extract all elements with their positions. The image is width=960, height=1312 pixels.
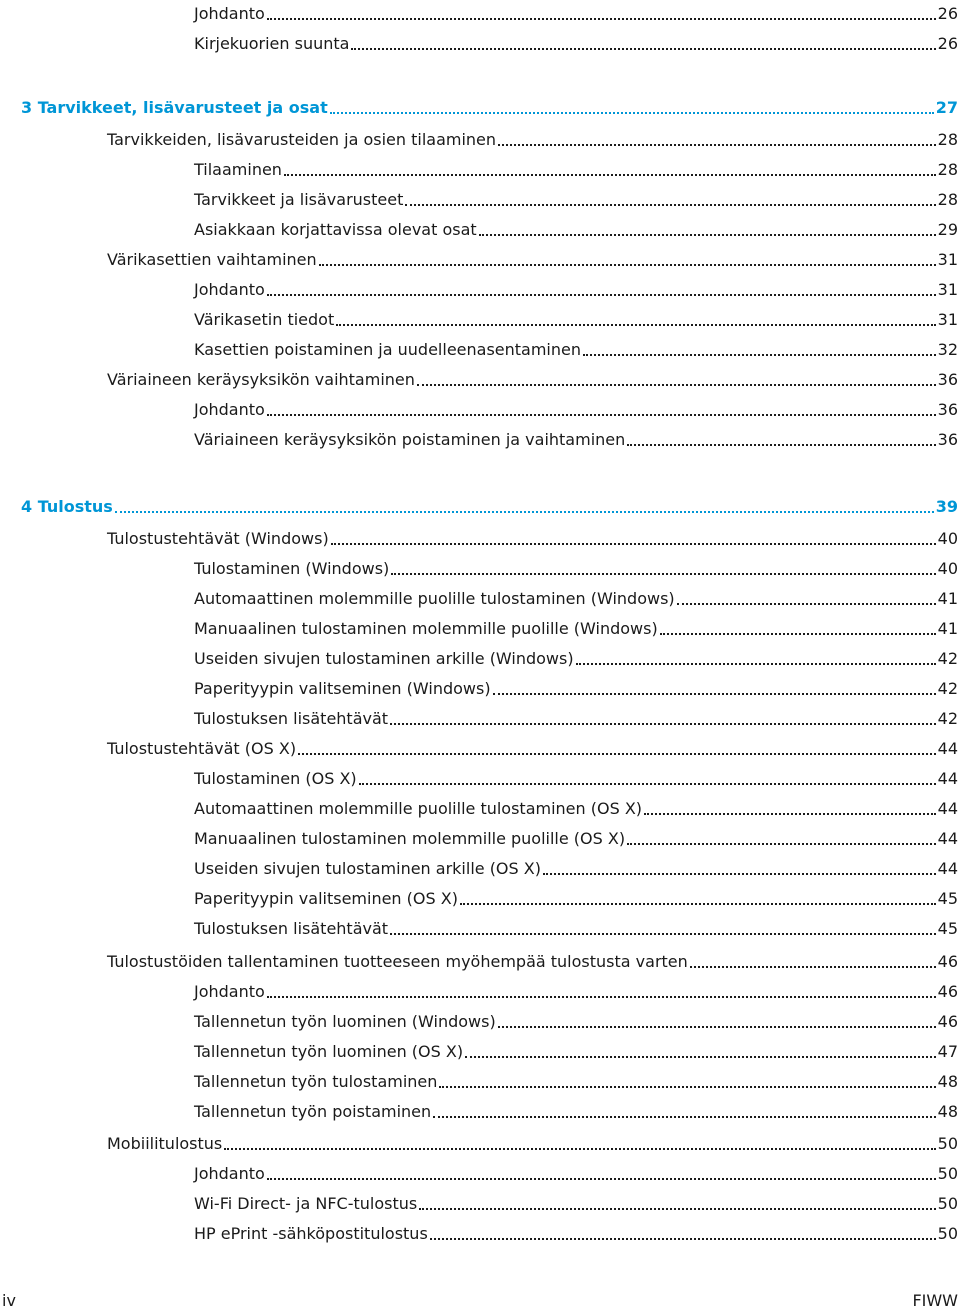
toc-dot-leader (405, 204, 935, 206)
toc-dot-leader (267, 1178, 936, 1180)
toc-entry-title: Tulostustehtävät (Windows) (107, 529, 329, 548)
toc-dot-leader (460, 903, 936, 905)
toc-dot-leader (498, 1026, 936, 1028)
toc-entry[interactable] (107, 946, 958, 972)
toc-entry-title: Tarvikkeet ja lisävarusteet (194, 190, 404, 209)
toc-entry-page: 50 (937, 1134, 958, 1153)
toc-dot-leader (115, 511, 934, 513)
toc-dot-leader (433, 1116, 935, 1118)
toc-entry-title: Tulostaminen (OS X) (194, 769, 357, 788)
toc-dot-leader (319, 264, 936, 266)
toc-entry[interactable] (194, 184, 958, 210)
toc-entry[interactable] (107, 124, 958, 150)
toc-entry-title: Mobiilitulostus (107, 1134, 223, 1153)
toc-entry[interactable] (194, 0, 958, 24)
toc-entry[interactable] (194, 703, 958, 729)
toc-entry-title: Automaattinen molemmille puolille tulostaminen (OS X) (194, 799, 643, 818)
toc-entry[interactable] (194, 1066, 958, 1092)
toc-entry-page: 26 (937, 34, 958, 53)
toc-entry-title: Kirjekuorien suunta (194, 34, 350, 53)
toc-entry-page: 44 (937, 859, 958, 878)
toc-dot-leader (677, 603, 936, 605)
toc-entry-page: 26 (937, 4, 958, 23)
toc-entry-page: 27 (935, 98, 958, 117)
toc-entry[interactable] (194, 28, 958, 54)
toc-dot-leader (359, 783, 936, 785)
toc-entry[interactable] (194, 613, 958, 639)
toc-entry-page: 42 (937, 709, 958, 728)
toc-entry-page: 47 (937, 1042, 958, 1061)
toc-dot-leader (439, 1086, 935, 1088)
toc-dot-leader (267, 996, 936, 998)
toc-entry[interactable] (194, 304, 958, 330)
toc-entry[interactable] (194, 1188, 958, 1214)
toc-entry[interactable] (194, 853, 958, 879)
toc-entry-title: Johdanto (194, 400, 265, 419)
toc-entry-title: Wi-Fi Direct- ja NFC-tulostus (194, 1194, 418, 1213)
toc-dot-leader (583, 354, 936, 356)
toc-entry-page: 31 (937, 250, 958, 269)
toc-entry[interactable] (194, 673, 958, 699)
toc-entry-title: Tulostaminen (Windows) (194, 559, 390, 578)
toc-entry-page: 39 (935, 497, 958, 516)
toc-entry-page: 42 (937, 649, 958, 668)
toc-entry[interactable] (194, 394, 958, 420)
toc-entry[interactable] (107, 733, 958, 759)
toc-dot-leader (465, 1056, 936, 1058)
toc-entry-page: 50 (937, 1224, 958, 1243)
toc-entry-title: Manuaalinen tulostaminen molemmille puolille (Windows) (194, 619, 658, 638)
toc-entry-page: 46 (937, 1012, 958, 1031)
toc-dot-leader (627, 444, 935, 446)
toc-entry-title: Tulostustehtävät (OS X) (107, 739, 297, 758)
toc-entry[interactable] (194, 1006, 958, 1032)
toc-entry-page: 50 (937, 1194, 958, 1213)
toc-entry-page: 50 (937, 1164, 958, 1183)
toc-dot-leader (336, 324, 935, 326)
toc-entry[interactable] (194, 583, 958, 609)
toc-entry-title: Tilaaminen (194, 160, 282, 179)
toc-entry-title: Johdanto (194, 982, 265, 1001)
toc-entry-title: Paperityypin valitseminen (OS X) (194, 889, 458, 908)
footer-doc-code: FIWW (912, 1291, 958, 1310)
toc-entry[interactable] (194, 553, 958, 579)
toc-entry-title: Automaattinen molemmille puolille tulostaminen (Windows) (194, 589, 675, 608)
toc-entry[interactable] (194, 274, 958, 300)
toc-entry-title: Värikasetin tiedot (194, 310, 335, 329)
toc-dot-leader (419, 1208, 935, 1210)
toc-dot-leader (498, 144, 936, 146)
toc-dot-leader (644, 813, 936, 815)
toc-entry-page: 28 (937, 130, 958, 149)
toc-entry[interactable] (194, 763, 958, 789)
toc-entry[interactable] (194, 883, 958, 909)
toc-entry[interactable] (194, 643, 958, 669)
toc-entry-title: Manuaalinen tulostaminen molemmille puolille (OS X) (194, 829, 626, 848)
toc-entry-title: 4 Tulostus (21, 497, 113, 516)
toc-dot-leader (690, 966, 936, 968)
toc-entry[interactable] (194, 913, 958, 939)
footer-page-number: iv (2, 1291, 16, 1310)
toc-entry-title: Useiden sivujen tulostaminen arkille (Windows) (194, 649, 574, 668)
toc-dot-leader (390, 933, 936, 935)
toc-dot-leader (660, 633, 936, 635)
toc-entry-title: Tallennetun työn tulostaminen (194, 1072, 438, 1091)
toc-entry[interactable] (194, 1218, 958, 1244)
toc-dot-leader (576, 663, 936, 665)
page-footer (0, 1284, 960, 1312)
toc-dot-leader (417, 384, 936, 386)
toc-entry-page: 41 (937, 619, 958, 638)
toc-entry-title: Väriaineen keräysyksikön poistaminen ja vaihtaminen (194, 430, 626, 449)
toc-entry-page: 46 (937, 982, 958, 1001)
toc-entry-title: Johdanto (194, 280, 265, 299)
toc-entry-title: Väriaineen keräysyksikön vaihtaminen (107, 370, 415, 389)
toc-entry-page: 45 (937, 919, 958, 938)
toc-entry-page: 48 (937, 1072, 958, 1091)
toc-entry-title: Tarvikkeiden, lisävarusteiden ja osien tilaaminen (107, 130, 497, 149)
toc-dot-leader (391, 573, 935, 575)
toc-dot-leader (351, 48, 935, 50)
toc-entry-page: 41 (937, 589, 958, 608)
toc-dot-leader (430, 1238, 936, 1240)
toc-entry-title: HP ePrint -sähköpostitulostus (194, 1224, 428, 1243)
toc-entry[interactable] (194, 1036, 958, 1062)
toc-entry[interactable] (107, 523, 958, 549)
toc-entry-title: Kasettien poistaminen ja uudelleenasentaminen (194, 340, 581, 359)
toc-dot-leader (224, 1148, 935, 1150)
toc-entry-page: 48 (937, 1102, 958, 1121)
toc-dot-leader (330, 112, 934, 114)
toc-entry-page: 44 (937, 799, 958, 818)
toc-entry[interactable] (194, 424, 958, 450)
toc-dot-leader (267, 18, 936, 20)
toc-entry[interactable] (194, 793, 958, 819)
toc-dot-leader (331, 543, 936, 545)
toc-entry-page: 44 (937, 739, 958, 758)
toc-entry[interactable] (107, 364, 958, 390)
toc-entry-title: 3 Tarvikkeet, lisävarusteet ja osat (21, 98, 328, 117)
toc-entry-title: Värikasettien vaihtaminen (107, 250, 317, 269)
toc-dot-leader (493, 693, 936, 695)
toc-dot-leader (627, 843, 936, 845)
toc-entry[interactable] (194, 976, 958, 1002)
toc-entry[interactable] (194, 334, 958, 360)
toc-entry-page: 36 (937, 400, 958, 419)
toc-dot-leader (543, 873, 936, 875)
toc-entry-page: 31 (937, 280, 958, 299)
toc-entry-page: 28 (937, 190, 958, 209)
toc-entry-title: Tulostuksen lisätehtävät (194, 919, 389, 938)
toc-entry[interactable] (194, 154, 958, 180)
toc-entry[interactable] (194, 214, 958, 240)
toc-entry-title: Tulostustöiden tallentaminen tuotteeseen myöhempää tulostusta varten (107, 952, 688, 971)
toc-entry-page: 32 (937, 340, 958, 359)
toc-entry-page: 36 (937, 430, 958, 449)
toc-entry[interactable] (107, 244, 958, 270)
toc-entry-title: Tallennetun työn luominen (Windows) (194, 1012, 496, 1031)
toc-entry-page: 45 (937, 889, 958, 908)
toc-chapter-entry[interactable] (21, 92, 958, 118)
toc-entry-page: 42 (937, 679, 958, 698)
toc-dot-leader (390, 723, 936, 725)
toc-dot-leader (479, 234, 936, 236)
toc-entry[interactable] (194, 1096, 958, 1122)
toc-entry-page: 40 (937, 529, 958, 548)
toc-entry-page: 36 (937, 370, 958, 389)
toc-entry-title: Paperityypin valitseminen (Windows) (194, 679, 491, 698)
toc-entry-title: Tulostuksen lisätehtävät (194, 709, 389, 728)
toc-dot-leader (267, 414, 936, 416)
toc-entry-title: Tallennetun työn poistaminen (194, 1102, 432, 1121)
toc-entry-page: 29 (937, 220, 958, 239)
toc-entry-page: 40 (937, 559, 958, 578)
toc-entry-title: Johdanto (194, 4, 265, 23)
toc-entry-page: 44 (937, 829, 958, 848)
toc-dot-leader (284, 174, 936, 176)
toc-entry-page: 46 (937, 952, 958, 971)
toc-entry[interactable] (107, 1128, 958, 1154)
toc-entry-title: Johdanto (194, 1164, 265, 1183)
toc-entry-page: 31 (937, 310, 958, 329)
toc-entry[interactable] (194, 1158, 958, 1184)
toc-entry-title: Useiden sivujen tulostaminen arkille (OS X) (194, 859, 541, 878)
toc-dot-leader (298, 753, 936, 755)
toc-dot-leader (267, 294, 936, 296)
toc-entry-title: Tallennetun työn luominen (OS X) (194, 1042, 464, 1061)
toc-chapter-entry[interactable] (21, 491, 958, 517)
toc-entry[interactable] (194, 823, 958, 849)
toc-entry-page: 28 (937, 160, 958, 179)
toc-entry-page: 44 (937, 769, 958, 788)
toc-entry-title: Asiakkaan korjattavissa olevat osat (194, 220, 477, 239)
